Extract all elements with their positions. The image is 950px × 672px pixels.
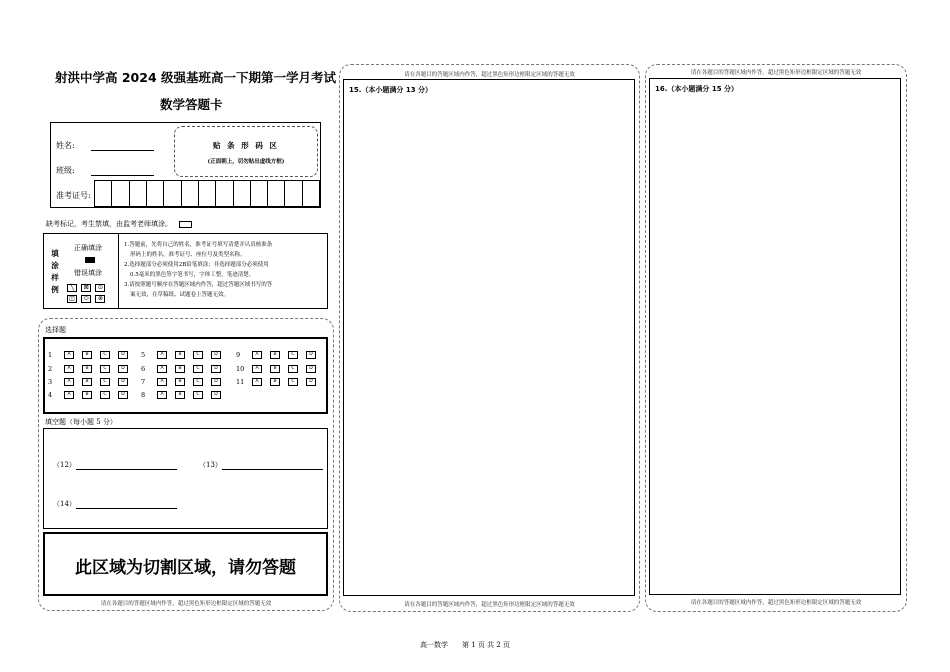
q15-bottom-notice: 请在各题目的答题区域内作答，超过黑色矩形边框限定区域的答题无效 bbox=[404, 602, 575, 608]
exam-id-cell[interactable] bbox=[182, 181, 199, 206]
instruction-line: 案无效，在草稿纸、试题卷上答题无效。 bbox=[130, 292, 230, 298]
choice-question-row bbox=[236, 365, 324, 373]
choice-option-bubble[interactable]: B bbox=[175, 378, 185, 386]
choice-option-bubble[interactable]: C bbox=[288, 378, 298, 386]
sheet-title: 数学答题卡 bbox=[160, 97, 223, 112]
choice-question-row bbox=[236, 378, 324, 386]
choice-option-bubble[interactable]: A bbox=[252, 351, 262, 359]
choice-option-bubble[interactable]: B bbox=[270, 378, 280, 386]
q15-top-notice: 请在各题目的答题区域内作答，超过黑色矩形边框限定区域的答题无效 bbox=[404, 72, 575, 78]
choice-option-bubble[interactable]: B bbox=[175, 391, 185, 399]
class-field[interactable] bbox=[91, 167, 154, 176]
choice-option-bubble[interactable]: B bbox=[82, 351, 92, 359]
choice-question-row bbox=[236, 351, 324, 359]
cut-zone-text: 此区域为切割区域，请勿答题 bbox=[75, 558, 296, 578]
choice-question-number: 1 bbox=[48, 351, 53, 359]
instruction-line: 3.请按照题号顺序在答题区域内作答，超过答题区域书写的答 bbox=[124, 282, 273, 288]
wrong-mark: ⊙ bbox=[95, 284, 105, 292]
choice-question-row bbox=[141, 351, 229, 359]
instruction-line: 2.选择题部分必须使用2B铅笔填涂；非选择题部分必须使用 bbox=[124, 262, 269, 268]
exam-id-cell[interactable] bbox=[234, 181, 251, 206]
choice-question-row bbox=[141, 365, 229, 373]
barcode-title: 贴 条 形 码 区 bbox=[213, 141, 279, 150]
barcode-note: (正面朝上，切勿贴出虚线方框) bbox=[207, 159, 285, 165]
choice-question-row bbox=[48, 378, 136, 386]
choice-question-row bbox=[48, 351, 136, 359]
q13-row bbox=[199, 460, 323, 470]
choice-option-bubble[interactable]: D bbox=[306, 365, 316, 373]
choice-question-number: 6 bbox=[141, 365, 146, 373]
choice-option-bubble[interactable]: A bbox=[157, 391, 167, 399]
wrong-mark: ╲ bbox=[67, 284, 77, 292]
choice-question-number: 3 bbox=[48, 378, 53, 386]
absent-note: 缺考标记，考生禁填，由监考老师填涂。 bbox=[46, 220, 172, 228]
q13-label: （13） bbox=[199, 461, 222, 469]
choice-option-bubble[interactable]: A bbox=[64, 391, 74, 399]
choice-option-bubble[interactable]: D bbox=[211, 391, 221, 399]
choice-question-number: 4 bbox=[48, 391, 53, 399]
q14-row bbox=[53, 499, 177, 509]
exam-id-grid[interactable] bbox=[94, 180, 320, 207]
correct-mark bbox=[85, 257, 95, 263]
choice-option-bubble[interactable]: D bbox=[211, 378, 221, 386]
choice-option-bubble[interactable]: C bbox=[193, 391, 203, 399]
choice-question-row bbox=[48, 365, 136, 373]
choice-option-bubble[interactable]: C bbox=[288, 351, 298, 359]
name-label: 姓名: bbox=[56, 141, 75, 150]
choice-question-number: 11 bbox=[236, 378, 245, 386]
choice-question-number: 7 bbox=[141, 378, 146, 386]
exam-id-label: 准考证号: bbox=[56, 191, 91, 200]
exam-id-cell[interactable] bbox=[285, 181, 302, 206]
class-row bbox=[56, 165, 154, 176]
choice-option-bubble[interactable]: C bbox=[288, 365, 298, 373]
wrong-mark: ◫ bbox=[67, 295, 77, 303]
choice-option-bubble[interactable]: B bbox=[82, 391, 92, 399]
q15-answer-box[interactable] bbox=[343, 79, 635, 596]
name-field[interactable] bbox=[91, 142, 154, 151]
q16-label: 16.（本小题满分 15 分） bbox=[655, 85, 739, 93]
absent-row bbox=[46, 219, 192, 229]
choice-option-bubble[interactable]: C bbox=[193, 351, 203, 359]
choice-box bbox=[43, 337, 328, 414]
wrong-mark: ⊠ bbox=[81, 284, 91, 292]
choice-question-number: 5 bbox=[141, 351, 146, 359]
choice-option-bubble[interactable]: D bbox=[118, 351, 128, 359]
q16-answer-box[interactable] bbox=[649, 78, 901, 595]
q16-bottom-notice: 请在各题目的答题区域内作答，超过黑色矩形边框限定区域的答题无效 bbox=[690, 600, 862, 606]
instructions bbox=[124, 240, 272, 300]
choice-option-bubble[interactable]: B bbox=[175, 351, 185, 359]
choice-question-row bbox=[141, 391, 229, 399]
choice-question-number: 10 bbox=[236, 365, 245, 373]
q12-answer-line[interactable] bbox=[76, 461, 177, 470]
choice-question-number: 8 bbox=[141, 391, 146, 399]
exam-id-cell[interactable] bbox=[95, 181, 112, 206]
choice-question-row bbox=[141, 378, 229, 386]
choice-option-bubble[interactable]: D bbox=[118, 391, 128, 399]
instruction-line: 形码上的姓名，准考证号、座位号及类型名称。 bbox=[130, 252, 246, 258]
choice-option-bubble[interactable]: D bbox=[118, 365, 128, 373]
choice-option-bubble[interactable]: A bbox=[157, 365, 167, 373]
q12-label: （12） bbox=[53, 461, 76, 469]
choice-option-bubble[interactable]: D bbox=[211, 351, 221, 359]
q12-row bbox=[53, 460, 177, 470]
choice-option-bubble[interactable]: C bbox=[100, 365, 110, 373]
class-label: 班级: bbox=[56, 166, 75, 175]
choice-option-bubble[interactable]: A bbox=[252, 365, 262, 373]
exam-id-cell[interactable] bbox=[130, 181, 147, 206]
correct-label: 正确填涂 bbox=[74, 244, 102, 252]
choice-option-bubble[interactable]: B bbox=[82, 378, 92, 386]
exam-id-cell[interactable] bbox=[251, 181, 268, 206]
q16-top-notice: 请在各题目的答题区域内作答，超过黑色矩形边框限定区域的答题无效 bbox=[690, 70, 862, 76]
choice-option-bubble[interactable]: D bbox=[306, 351, 316, 359]
barcode-area bbox=[174, 126, 318, 177]
choice-option-bubble[interactable]: C bbox=[193, 378, 203, 386]
exam-id-cell[interactable] bbox=[199, 181, 216, 206]
choice-option-bubble[interactable]: C bbox=[100, 391, 110, 399]
instruction-line: 1.答题前，先将自己的姓名，准考证号填写清楚并认真核准条 bbox=[124, 242, 273, 248]
choice-option-bubble[interactable]: D bbox=[118, 378, 128, 386]
choice-option-bubble[interactable]: B bbox=[175, 365, 185, 373]
choice-option-bubble[interactable]: C bbox=[193, 365, 203, 373]
q15-label: 15.（本小题满分 13 分） bbox=[349, 86, 433, 94]
exam-id-cell[interactable] bbox=[268, 181, 285, 206]
name-row bbox=[56, 140, 154, 151]
choice-question-number: 2 bbox=[48, 365, 53, 373]
choice-section-label: 选择题 bbox=[45, 326, 66, 334]
fill-section-label: 填空题（每小题 5 分） bbox=[45, 418, 117, 426]
q14-answer-line[interactable] bbox=[76, 500, 177, 509]
exam-id-cell[interactable] bbox=[147, 181, 164, 206]
wrong-mark: ⊗ bbox=[95, 295, 105, 303]
choice-option-bubble[interactable]: B bbox=[270, 365, 280, 373]
exam-id-cell[interactable] bbox=[216, 181, 233, 206]
left-bottom-notice: 请在各题目的答题区域内作答，超过黑色矩形边框限定区域的答题无效 bbox=[100, 601, 272, 607]
sample-divider bbox=[118, 233, 119, 309]
absent-mark-box[interactable] bbox=[179, 221, 192, 228]
choice-option-bubble[interactable]: D bbox=[306, 378, 316, 386]
exam-title: 射洪中学高 2024 级强基班高一下期第一学月考试 bbox=[55, 70, 336, 85]
choice-option-bubble[interactable]: D bbox=[211, 365, 221, 373]
choice-option-bubble[interactable]: A bbox=[252, 378, 262, 386]
page-footer: 高一数学 第 1 页 共 2 页 bbox=[420, 641, 511, 649]
choice-question-number: 9 bbox=[236, 351, 241, 359]
fill-box bbox=[43, 428, 328, 529]
q14-label: （14） bbox=[53, 500, 76, 508]
wrong-marks bbox=[67, 282, 117, 304]
choice-option-bubble[interactable]: A bbox=[157, 351, 167, 359]
exam-id-cell[interactable] bbox=[112, 181, 129, 206]
sample-side-label: 填涂样例 bbox=[51, 249, 59, 294]
q13-answer-line[interactable] bbox=[222, 461, 323, 470]
choice-option-bubble[interactable]: A bbox=[157, 378, 167, 386]
choice-option-bubble[interactable]: C bbox=[100, 378, 110, 386]
choice-option-bubble[interactable]: B bbox=[270, 351, 280, 359]
wrong-label: 错误填涂 bbox=[74, 269, 102, 277]
choice-option-bubble[interactable]: B bbox=[82, 365, 92, 373]
wrong-mark: ⬭ bbox=[81, 295, 91, 303]
choice-option-bubble[interactable]: C bbox=[100, 351, 110, 359]
instruction-line: 0.5毫米的黑色签字笔书写，字体工整，笔迹清楚。 bbox=[130, 272, 255, 278]
exam-id-cell[interactable] bbox=[303, 181, 319, 206]
choice-option-bubble[interactable]: A bbox=[64, 351, 74, 359]
choice-question-row bbox=[48, 391, 136, 399]
exam-id-cell[interactable] bbox=[164, 181, 181, 206]
choice-option-bubble[interactable]: A bbox=[64, 365, 74, 373]
choice-option-bubble[interactable]: A bbox=[64, 378, 74, 386]
